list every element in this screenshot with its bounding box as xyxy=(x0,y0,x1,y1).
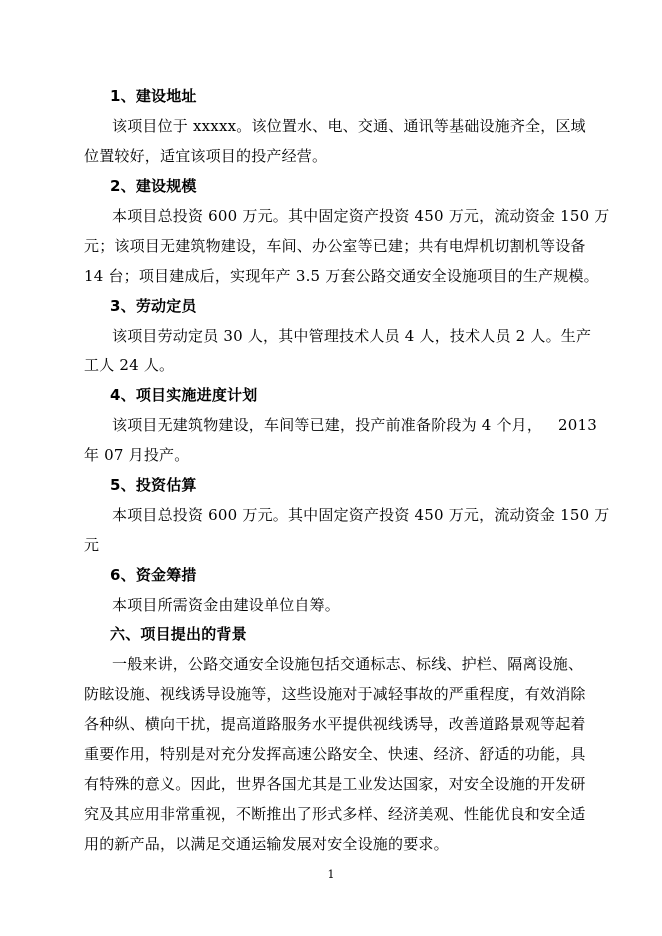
section-heading-2: 2、建设规模 xyxy=(110,177,197,195)
section-heading-6: 6、资金筹措 xyxy=(110,566,197,584)
paragraph-text: 该项目无建筑物建设，车间等已建，投产前准备阶段为 4 个月， xyxy=(112,416,543,434)
paragraph-year: 2013 xyxy=(558,416,597,434)
paragraph-line: 工人 24 人。 xyxy=(84,356,175,374)
section-heading-4: 4、项目实施进度计划 xyxy=(110,386,258,404)
paragraph-line: 本项目总投资 600 万元。其中固定资产投资 450 万元，流动资金 150 万 xyxy=(112,506,610,524)
paragraph-line: 元；该项目无建筑物建设，车间、办公室等已建；共有电焊机切割机等设备 xyxy=(84,237,586,255)
paragraph-line xyxy=(112,415,597,435)
paragraph-line: 本项目所需资金由建设单位自筹。 xyxy=(112,596,341,614)
paragraph-line: 用的新产品，以满足交通运输发展对安全设施的要求。 xyxy=(84,835,449,853)
page-number: 1 xyxy=(327,868,335,881)
section-heading-1: 1、建设地址 xyxy=(110,87,197,105)
section-heading-7: 六、项目提出的背景 xyxy=(110,625,247,643)
paragraph-line: 各种纵、横向干扰，提高道路服务水平提供视线诱导，改善道路景观等起着 xyxy=(84,715,586,733)
paragraph-line: 14 台；项目建成后，实现年产 3.5 万套公路交通安全设施项目的生产规模。 xyxy=(84,267,599,285)
section-heading-5: 5、投资估算 xyxy=(110,476,197,494)
paragraph-line: 究及其应用非常重视，不断推出了形式多样、经济美观、性能优良和安全适 xyxy=(84,805,586,823)
paragraph-line: 有特殊的意义。因此，世界各国尤其是工业发达国家，对安全设施的开发研 xyxy=(84,775,586,793)
paragraph-line: 元 xyxy=(84,536,100,554)
paragraph-line: 年 07 月投产。 xyxy=(84,446,190,464)
paragraph-line: 重要作用，特别是对充分发挥高速公路安全、快速、经济、舒适的功能，具 xyxy=(84,745,586,763)
paragraph-line: 一般来讲，公路交通安全设施包括交通标志、标线、护栏、隔离设施、 xyxy=(112,655,584,673)
paragraph-line: 位置较好，适宜该项目的投产经营。 xyxy=(84,147,328,165)
paragraph-line: 本项目总投资 600 万元。其中固定资产投资 450 万元，流动资金 150 万 xyxy=(112,207,610,225)
paragraph-line: 防眩设施、视线诱导设施等，这些设施对于减轻事故的严重程度，有效消除 xyxy=(84,685,586,703)
section-heading-3: 3、劳动定员 xyxy=(110,297,197,315)
paragraph-line: 该项目劳动定员 30 人，其中管理技术人员 4 人，技术人员 2 人。生产 xyxy=(112,327,592,345)
paragraph-line: 该项目位于 xxxxx。该位置水、电、交通、通讯等基础设施齐全，区域 xyxy=(112,117,586,135)
